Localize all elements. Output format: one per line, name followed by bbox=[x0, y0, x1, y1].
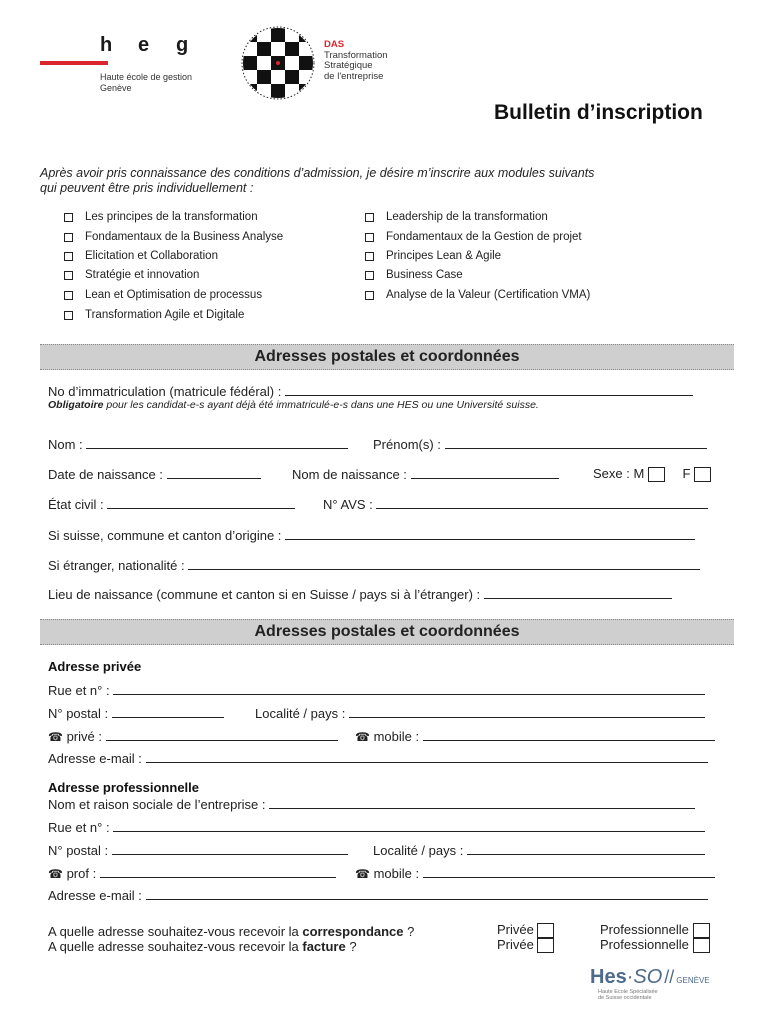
sexe-m-checkbox[interactable] bbox=[648, 467, 665, 482]
module-option[interactable] bbox=[64, 309, 244, 321]
pro-rue-row bbox=[48, 819, 705, 835]
pro-phone-label: prof : bbox=[66, 866, 97, 881]
module-label: Business Case bbox=[386, 269, 463, 281]
date-naissance-field[interactable] bbox=[167, 466, 261, 479]
etat-civil-label: État civil : bbox=[48, 497, 104, 512]
pro-postal-label: N° postal : bbox=[48, 843, 109, 858]
hesso-hes: Hes bbox=[590, 966, 627, 988]
hesso-slash-icon: // bbox=[664, 967, 675, 987]
fact-pro-label: Professionnelle bbox=[600, 937, 689, 952]
hesso-logo bbox=[590, 966, 710, 1001]
module-label: Principes Lean & Agile bbox=[386, 250, 502, 262]
module-label: Analyse de la Valeur (Certification VMA) bbox=[386, 289, 591, 301]
pro-email-row bbox=[48, 887, 708, 903]
heg-logo-line bbox=[40, 61, 108, 65]
prenom-field[interactable] bbox=[445, 436, 707, 449]
module-checkbox[interactable] bbox=[365, 291, 374, 300]
private-email-label: Adresse e-mail : bbox=[48, 751, 142, 766]
module-checkbox[interactable] bbox=[64, 233, 73, 242]
heg-subtitle-line1: Haute école de gestion bbox=[100, 72, 193, 82]
intro-text bbox=[40, 166, 700, 196]
fact-privee-option[interactable] bbox=[497, 937, 554, 953]
pro-phone-field[interactable] bbox=[100, 865, 336, 878]
pro-rue-field[interactable] bbox=[113, 819, 705, 832]
private-localite-field[interactable] bbox=[349, 705, 705, 718]
module-label: Les principes de la transformation bbox=[85, 211, 258, 223]
private-mobile-label: mobile : bbox=[373, 729, 420, 744]
corr-privee-label: Privée bbox=[497, 922, 534, 937]
private-rue-label: Rue et n° : bbox=[48, 683, 110, 698]
private-postal-label: N° postal : bbox=[48, 706, 109, 721]
module-checkbox[interactable] bbox=[365, 271, 374, 280]
fact-pro-option[interactable] bbox=[600, 937, 710, 953]
fact-pro-checkbox[interactable] bbox=[693, 938, 710, 953]
suisse-label: Si suisse, commune et canton d’origine : bbox=[48, 528, 282, 543]
nom-field[interactable] bbox=[86, 436, 348, 449]
corr-bold: correspondance bbox=[302, 924, 404, 939]
module-label: Transformation Agile et Digitale bbox=[85, 309, 245, 321]
private-phone-row bbox=[48, 728, 338, 744]
avs-row bbox=[323, 496, 708, 512]
corr-pre: A quelle adresse souhaitez-vous recevoir la bbox=[48, 924, 303, 939]
heg-letter-h: h bbox=[100, 34, 113, 56]
lieu-field[interactable] bbox=[484, 586, 672, 599]
hesso-sub1: Haute Ecole Spécialisée bbox=[598, 989, 658, 995]
facture-question bbox=[48, 939, 357, 954]
module-checkbox[interactable] bbox=[64, 291, 73, 300]
module-label: Lean et Optimisation de processus bbox=[85, 289, 263, 301]
module-checkbox[interactable] bbox=[365, 213, 374, 222]
private-mobile-row bbox=[355, 728, 715, 744]
private-mobile-field[interactable] bbox=[423, 728, 715, 741]
private-phone-field[interactable] bbox=[106, 728, 338, 741]
module-label: Stratégie et innovation bbox=[85, 269, 200, 281]
suisse-field[interactable] bbox=[285, 527, 695, 540]
heg-letter-g: g bbox=[176, 34, 189, 56]
module-checkbox[interactable] bbox=[365, 252, 374, 261]
phone-icon: ☎ bbox=[355, 867, 370, 881]
immatriculation-note bbox=[48, 399, 539, 411]
company-field[interactable] bbox=[269, 796, 695, 809]
module-checkbox[interactable] bbox=[64, 252, 73, 261]
private-address-heading: Adresse privée bbox=[48, 659, 142, 674]
fact-post: ? bbox=[345, 939, 357, 954]
sexe-f-checkbox[interactable] bbox=[694, 467, 711, 482]
note-required: Obligatoire bbox=[48, 399, 104, 411]
correspondance-question bbox=[48, 924, 414, 939]
das-line2: Stratégique bbox=[324, 60, 373, 71]
section-header-personal: Adresses postales et coordonnées bbox=[40, 344, 734, 370]
pro-mobile-field[interactable] bbox=[423, 865, 715, 878]
module-option[interactable] bbox=[64, 211, 258, 223]
phone-icon: ☎ bbox=[48, 730, 63, 744]
immatriculation-label: No d’immatriculation (matricule fédéral) : bbox=[48, 384, 282, 399]
module-option[interactable] bbox=[365, 250, 501, 262]
module-checkbox[interactable] bbox=[64, 271, 73, 280]
pro-postal-field[interactable] bbox=[112, 842, 348, 855]
pro-localite-label: Localité / pays : bbox=[373, 843, 464, 858]
nom-naissance-field[interactable] bbox=[411, 466, 559, 479]
phone-icon: ☎ bbox=[48, 867, 63, 881]
avs-label: N° AVS : bbox=[323, 497, 373, 512]
nom-label: Nom : bbox=[48, 437, 83, 452]
pro-email-label: Adresse e-mail : bbox=[48, 888, 142, 903]
module-option[interactable] bbox=[365, 231, 582, 243]
module-checkbox[interactable] bbox=[64, 213, 73, 222]
corr-pro-checkbox[interactable] bbox=[693, 923, 710, 938]
corr-privee-option[interactable] bbox=[497, 922, 554, 938]
private-email-row bbox=[48, 750, 708, 766]
private-phone-label: privé : bbox=[66, 729, 102, 744]
hesso-sub2: de Suisse occidentale bbox=[598, 995, 652, 1001]
fact-bold: facture bbox=[302, 939, 346, 954]
immatriculation-row bbox=[48, 383, 693, 399]
module-option[interactable] bbox=[64, 250, 218, 262]
private-localite-label: Localité / pays : bbox=[255, 706, 346, 721]
fact-privee-label: Privée bbox=[497, 937, 534, 952]
corr-privee-checkbox[interactable] bbox=[537, 923, 554, 938]
module-label: Fondamentaux de la Business Analyse bbox=[85, 231, 284, 243]
company-row bbox=[48, 796, 695, 812]
sexe-row bbox=[593, 466, 711, 482]
das-line1: Transformation bbox=[324, 49, 388, 61]
hesso-so: ·SO bbox=[626, 966, 663, 988]
module-label: Leadership de la transformation bbox=[386, 211, 548, 223]
module-label: Elicitation et Collaboration bbox=[85, 250, 218, 262]
nom-naissance-row bbox=[292, 466, 559, 482]
das-line3: de l'entreprise bbox=[324, 70, 384, 82]
pro-mobile-row bbox=[355, 865, 715, 881]
module-option[interactable] bbox=[64, 269, 199, 281]
module-label: Fondamentaux de la Gestion de projet bbox=[386, 231, 582, 243]
date-naissance-row bbox=[48, 466, 261, 482]
etat-civil-field[interactable] bbox=[107, 496, 295, 509]
prenom-row bbox=[373, 436, 707, 452]
pro-rue-label: Rue et n° : bbox=[48, 820, 110, 835]
heg-logo-letters bbox=[100, 34, 214, 57]
sexe-label: Sexe : M bbox=[593, 466, 645, 481]
intro-line2: qui peuvent être pris individuellement : bbox=[40, 181, 254, 195]
lieu-row bbox=[48, 586, 672, 602]
immatriculation-field[interactable] bbox=[285, 383, 693, 396]
etranger-field[interactable] bbox=[188, 557, 700, 570]
module-checkbox[interactable] bbox=[64, 311, 73, 320]
page-title: Bulletin d’inscription bbox=[494, 101, 703, 124]
module-option[interactable] bbox=[64, 289, 262, 301]
nom-naissance-label: Nom de naissance : bbox=[292, 467, 407, 482]
suisse-row bbox=[48, 527, 695, 543]
module-checkbox[interactable] bbox=[365, 233, 374, 242]
professional-address-heading: Adresse professionnelle bbox=[48, 780, 199, 795]
module-option[interactable] bbox=[64, 231, 283, 243]
heg-logo-subtitle bbox=[100, 72, 192, 94]
pro-email-field[interactable] bbox=[146, 887, 708, 900]
etranger-row bbox=[48, 557, 700, 573]
sexe-f-label: F bbox=[682, 466, 691, 481]
heg-subtitle-line2: Genève bbox=[100, 83, 132, 93]
etat-civil-row bbox=[48, 496, 295, 512]
hesso-subtitle bbox=[598, 989, 710, 1001]
fact-pre: A quelle adresse souhaitez-vous recevoir la bbox=[48, 939, 303, 954]
lieu-label: Lieu de naissance (commune et canton si en Suisse / pays si à l’étranger) : bbox=[48, 587, 481, 602]
das-title: DAS bbox=[324, 39, 345, 50]
heg-letter-e: e bbox=[138, 34, 150, 56]
hesso-geneve: GENÈVE bbox=[676, 976, 710, 985]
private-rue-field[interactable] bbox=[113, 682, 705, 695]
private-email-field[interactable] bbox=[146, 750, 708, 763]
fact-privee-checkbox[interactable] bbox=[537, 938, 554, 953]
pro-localite-row bbox=[373, 842, 705, 858]
corr-pro-label: Professionnelle bbox=[600, 922, 689, 937]
das-program-label bbox=[324, 40, 388, 82]
company-label: Nom et raison sociale de l’entreprise : bbox=[48, 797, 266, 812]
date-naissance-label: Date de naissance : bbox=[48, 467, 163, 482]
module-option[interactable] bbox=[365, 269, 463, 281]
private-postal-row bbox=[48, 705, 224, 721]
phone-icon: ☎ bbox=[355, 730, 370, 744]
etranger-label: Si étranger, nationalité : bbox=[48, 558, 185, 573]
checkerboard-logo-icon bbox=[240, 25, 316, 101]
intro-line1: Après avoir pris connaissance des conditions d’admission, je désire m’inscrire aux modules suivants bbox=[40, 166, 595, 180]
corr-post: ? bbox=[403, 924, 415, 939]
module-option[interactable] bbox=[365, 289, 590, 301]
avs-field[interactable] bbox=[376, 496, 708, 509]
prenom-label: Prénom(s) : bbox=[373, 437, 441, 452]
pro-postal-row bbox=[48, 842, 348, 858]
private-localite-row bbox=[255, 705, 705, 721]
pro-mobile-label: mobile : bbox=[373, 866, 420, 881]
note-text: pour les candidat-e-s ayant déjà été immatriculé-e-s dans une HES ou une Université suisse. bbox=[103, 399, 539, 411]
pro-localite-field[interactable] bbox=[467, 842, 705, 855]
pro-phone-row bbox=[48, 865, 336, 881]
section-header-addresses: Adresses postales et coordonnées bbox=[40, 619, 734, 645]
nom-row bbox=[48, 436, 348, 452]
private-rue-row bbox=[48, 682, 705, 698]
private-postal-field[interactable] bbox=[112, 705, 224, 718]
module-option[interactable] bbox=[365, 211, 548, 223]
corr-pro-option[interactable] bbox=[600, 922, 710, 938]
